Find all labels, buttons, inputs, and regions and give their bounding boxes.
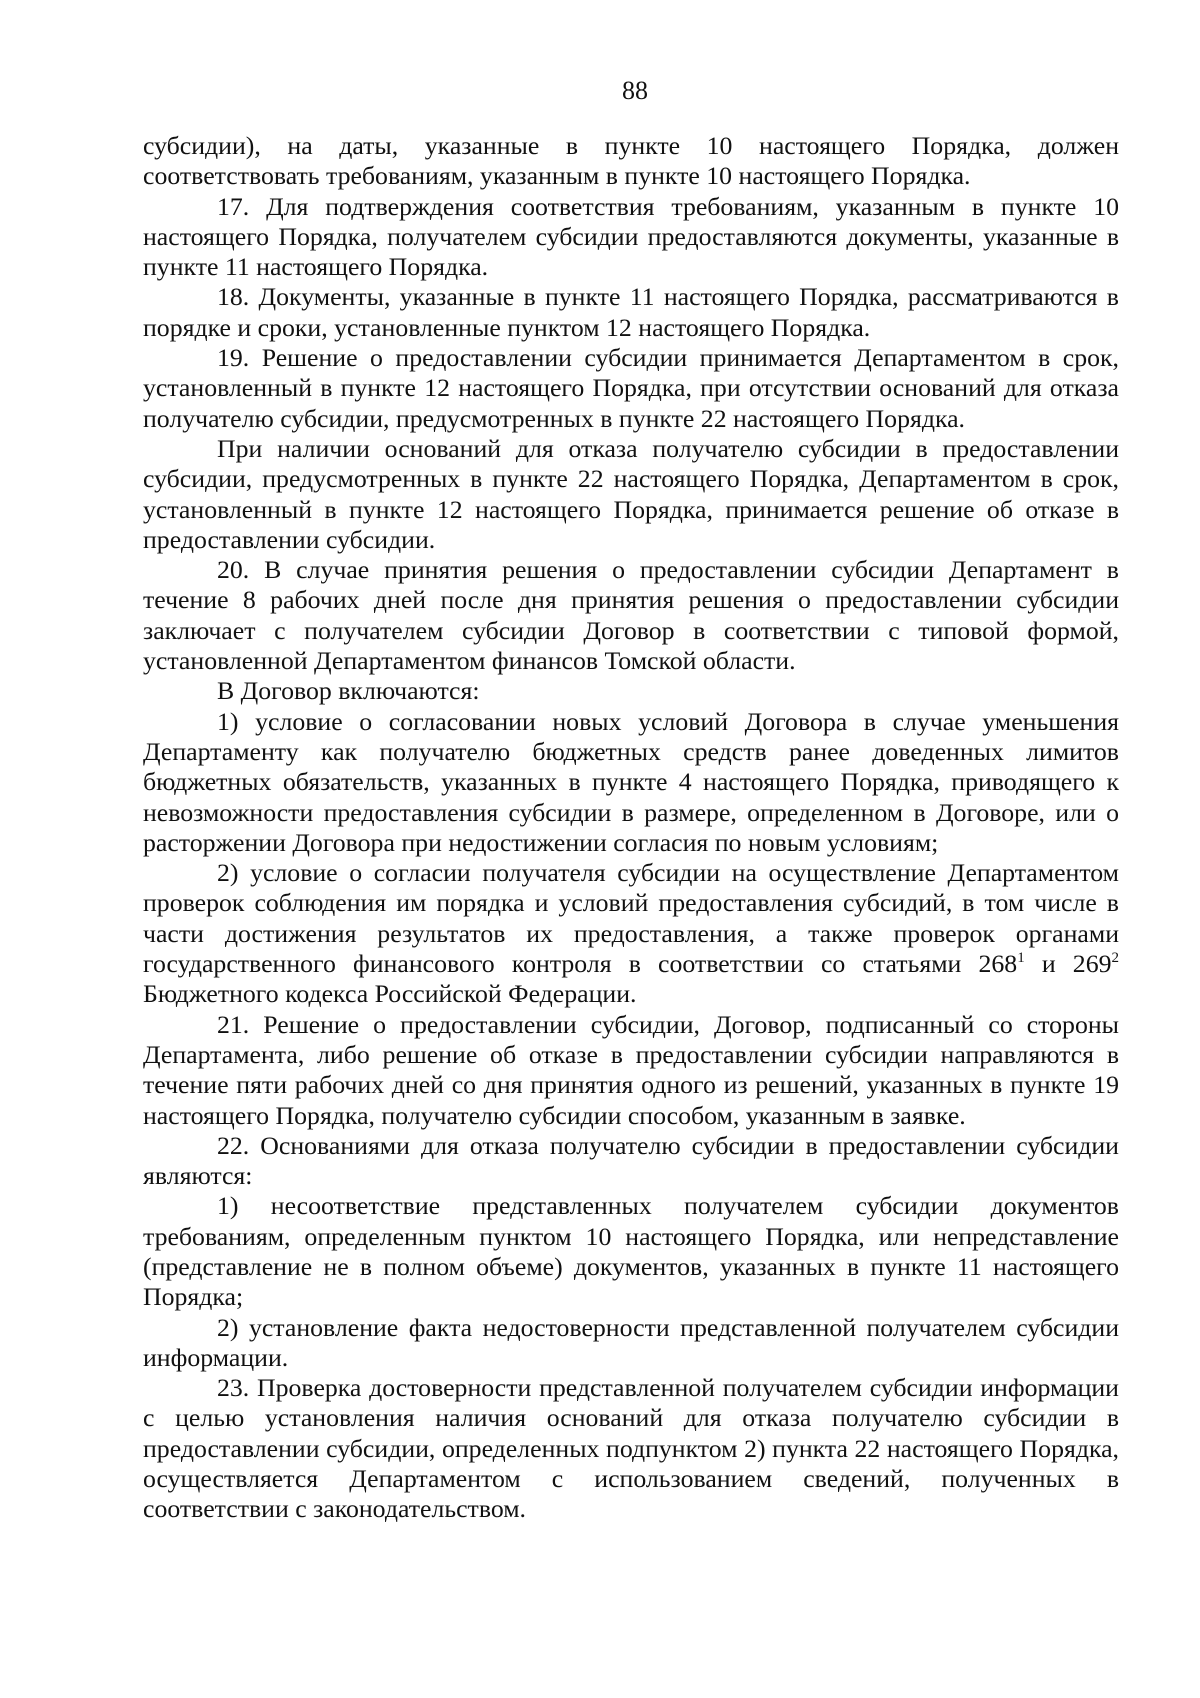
paragraph-subitem-2-text-a: 2) условие о согласии получателя субсидии на осуществление Департаментом проверок соблюдения им порядка и условий предоставления субсидий, в том числе в части достижения результатов их предоставления, а также проверок органами государственного финансового контроля в соответствии со статьями 268 — [143, 858, 1119, 979]
superscript-2: 2 — [1111, 950, 1119, 967]
paragraph-item-21: 21. Решение о предоставлении субсидии, Договор, подписанный со стороны Департамента, либо решение об отказе в предоставлении субсидии направляются в течение пяти рабочих дней со дня принятия одного из решений, указанных в пункте 19 настоящего Порядка, получателю субсидии способом, указанным в заявке. — [143, 1009, 1119, 1130]
page-number: 88 — [622, 76, 648, 105]
paragraph-item-22: 22. Основаниями для отказа получателю субсидии в предоставлении субсидии являются: — [143, 1130, 1119, 1191]
paragraph-item-22-subitem-2: 2) установление факта недостоверности представленной получателем субсидии информации. — [143, 1312, 1119, 1372]
paragraph-continuation: субсидии), на даты, указанные в пункте 10 настоящего Порядка, должен соответствовать требованиям, указанным в пункте 10 настоящего Порядка. — [143, 131, 1119, 191]
paragraph-item-20: 20. В случае принятия решения о предоставлении субсидии Департамент в течение 8 рабочих дней после дня принятия решения о предоставлении субсидии заключает с получателем субсидии Договор в соответствии с типовой формой, установленной Департаментом финансов Томской области. — [143, 555, 1119, 676]
paragraph-item-17: 17. Для подтверждения соответствия требованиям, указанным в пункте 10 настоящего Порядка, получателем субсидии предоставляются документы, указанные в пункте 11 настоящего Порядка. — [143, 191, 1119, 282]
paragraph-subitem-2-text-c: Бюджетного кодекса Российской Федерации. — [143, 979, 637, 1009]
paragraph-item-19: 19. Решение о предоставлении субсидии принимается Департаментом в срок, установленный в пункте 12 настоящего Порядка, при отсутствии оснований для отказа получателю субсидии, предусмотренных в пункте 22 настоящего Порядка. — [143, 343, 1119, 433]
paragraph-item-22-subitem-1: 1) несоответствие представленных получателем субсидии документов требованиям, определенным пунктом 10 настоящего Порядка, или непредставление (представление не в полном объеме) документов, указанных в пункте 11 настоящего Порядка; — [143, 1191, 1119, 1312]
paragraph-refusal-grounds: При наличии оснований для отказа получателю субсидии в предоставлении субсидии, предусмотренных в пункте 22 настоящего Порядка, Департаментом в срок, установленный в пункте 12 настоящего Порядка, принимается решение об отказе в предоставлении субсидии. — [143, 433, 1119, 554]
paragraph-subitem-2 — [143, 858, 1119, 1009]
paragraph-contract-includes: В Договор включаются: — [217, 676, 480, 706]
document-body — [143, 131, 1119, 1525]
paragraph-item-18: 18. Документы, указанные в пункте 11 настоящего Порядка, рассматриваются в порядке и сроки, установленные пунктом 12 настоящего Порядка. — [143, 282, 1119, 342]
paragraph-item-23: 23. Проверка достоверности представленной получателем субсидии информации с целью установления наличия оснований для отказа получателю субсидии в предоставлении субсидии, определенных подпунктом 2) пункта 22 настоящего Порядка, осуществляется Департаментом с использованием сведений, полученных в соответствии с законодательством. — [143, 1373, 1119, 1524]
superscript-1: 1 — [1017, 950, 1025, 967]
paragraph-subitem-1: 1) условие о согласовании новых условий Договора в случае уменьшения Департаменту как получателю бюджетных средств ранее доведенных лимитов бюджетных обязательств, указанных в пункте 4 настоящего Порядка, приводящего к невозможности предоставления субсидии в размере, определенном в Договоре, или о расторжении Договора при недостижении согласия по новым условиям; — [143, 706, 1119, 857]
paragraph-subitem-2-text-b: и 269 — [1024, 949, 1112, 979]
